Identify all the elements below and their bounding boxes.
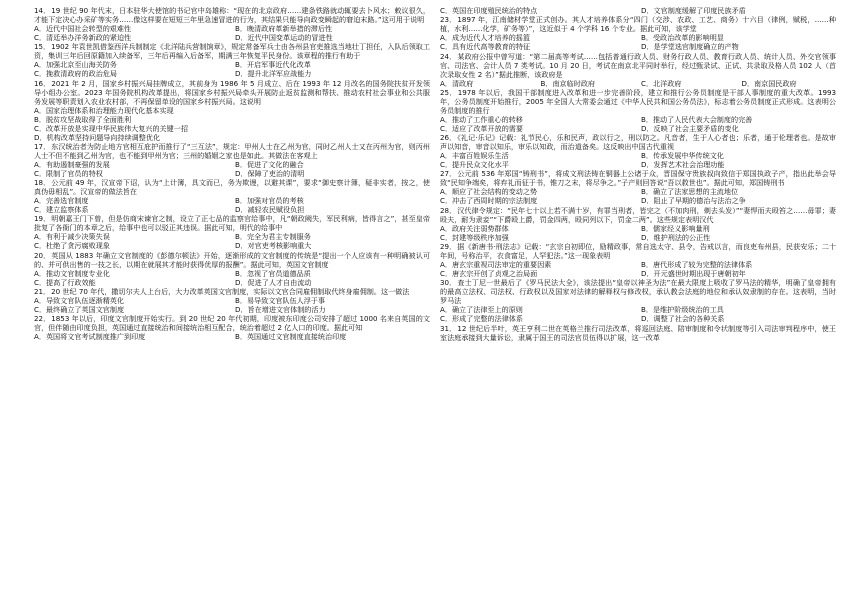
answer-option: C．提高了行政效能 <box>34 277 96 287</box>
answer-options <box>34 24 430 42</box>
answer-option: B．传承发展中华传统文化 <box>641 151 724 161</box>
answer-option: B．易导致文官队伍人浮于事 <box>235 296 325 306</box>
answer-option: A．有利于减少决策失误 <box>34 232 110 242</box>
question-text: 2021 年 2 月，国家乡村振兴局挂牌成立，其前身为 1986 年 5 月成立、后在 1993 年 12 月改名的国务院扶贫开发领导小组办公室。2023 年国务院机构改革提出，将国家乡村振兴局牵头开展防止返贫监测和帮扶、推动农村社会事业和公共服务发展等职责划入农业农村部，不再保留单设的国家乡村振兴局。这说明 <box>34 78 430 106</box>
question-stem <box>34 251 430 269</box>
answer-options <box>34 60 430 78</box>
answer-option: D．是学堂选官制度确立的产物 <box>641 42 739 52</box>
answer-option: C．最终确立了英国文官制度 <box>34 305 125 315</box>
question-number: 15． <box>34 42 51 52</box>
question-number: 31． <box>440 323 457 333</box>
answer-option: D．阻止了早期的德治与法治之争 <box>641 196 746 206</box>
answer-option: C．提升民众文化水平 <box>440 160 509 170</box>
answer-option: A．有助遏制豪强的发展 <box>34 159 110 169</box>
question-stem <box>34 214 430 232</box>
question-text: 1853 年以后，印度文官制度开始实行。到 20 世纪 20 年代初期，印度被东印度公司安排了超过 1000 名来自英国的文官，但伴随由印度负担，英国通过直接统治和间接统治相互配合，统治着超过 2 亿人口的印度。据此可知 <box>34 314 430 333</box>
question-text: 汉代律令规定：“民年七十以上若不满十岁，有罪当刑者，皆完之（不加肉刑，剃去头发）”“妻悍而夫殴笞之……毋罪；妻殴夫，耐为隶妾”“下爵殴上爵，罚金四两，殴同列以下，罚金二两”。这些规定表明汉代 <box>440 205 836 224</box>
answer-options <box>440 79 836 88</box>
answer-options <box>34 106 430 142</box>
answer-option: C．形成了完整的法律体系 <box>440 314 523 324</box>
answer-options <box>34 160 430 178</box>
question-number: 25． <box>440 87 457 97</box>
question-number: 21． <box>34 287 51 297</box>
answer-option: A．成为近代人才培养的摇篮 <box>440 33 530 43</box>
answer-option: B．受政治改革的影响明显 <box>641 33 724 43</box>
question-block <box>440 6 836 15</box>
answer-options <box>440 33 836 51</box>
answer-option: B．完全为君主专制服务 <box>235 232 311 242</box>
question-stem <box>440 15 836 33</box>
question-block <box>440 206 836 242</box>
answer-option: B．英国通过文官制度直接统治印度 <box>235 332 347 342</box>
question-stem <box>440 324 836 342</box>
question-block <box>440 324 836 342</box>
answer-option: A．加强北京至山海关防务 <box>34 60 117 70</box>
question-block <box>34 142 430 178</box>
answer-option: D．调整了社会的各种关系 <box>641 314 725 324</box>
question-block <box>34 42 430 78</box>
question-number: 20． <box>34 250 51 260</box>
question-text: 公元前 49 年，汉宣帝下诏，认为“上计簿，具文而已，务为欺谩，以避其课”，要求“御史察计簿，疑非实者，按之，使真伪毋相乱”。汉宣帝的做法旨在 <box>34 178 431 197</box>
answer-option: A．推动文官制度专业化 <box>34 268 110 278</box>
question-text: 公元前 536 年郑国“铸刑书”，将成文刑法铸在铜器上公诸于众，晋国保守贵族叔向致信于郑国执政子产，指出此举会导致“民知争端矣，将弃礼而征于书，锥刀之末，将尽争之。”子产则回答说“吾以救世也”。据此可知，郑国铸刑书 <box>440 169 836 188</box>
question-block <box>34 287 430 314</box>
question-stem <box>34 42 430 60</box>
answer-option: B．儒家经义影响量刑 <box>641 223 710 233</box>
question-text: 19 世纪 90 年代末，日本驻华大使馆的书记官中岛雄称：“现在的北京政府……建条铁路就动辄要去卜风水；敕议很久，才能下定决心办采矿等实务……像这样要在短短三年里急速冒进的行为，其结果只能导向政变瞬起的窘迫末路。”这可用于说明 <box>34 6 430 24</box>
answer-option: A．确立了法律至上的原则 <box>440 305 523 315</box>
answer-option: C．挽救清政府的政治危局 <box>34 69 117 79</box>
question-stem <box>34 178 430 196</box>
question-number: 29． <box>440 242 457 252</box>
answer-option: B．加强对官员的考核 <box>235 196 304 206</box>
question-number: 22． <box>34 314 51 324</box>
question-block <box>440 52 836 88</box>
answer-option: C．具有近代高等教育的特征 <box>440 42 531 52</box>
answer-option: B．脱贫攻坚战取得了全面胜利 <box>34 114 132 124</box>
question-block <box>34 251 430 287</box>
answer-option: B．忽视了官员道德品质 <box>235 268 311 278</box>
answer-option: C．限制了官员的特权 <box>34 168 103 178</box>
question-stem <box>440 278 836 305</box>
answer-option: D．维护刑法的公正性 <box>641 232 711 242</box>
answer-option: C．英国在印度殖民统治的特点 <box>440 6 538 15</box>
question-text: 1978 年以后，我国干部制度进入改革和进一步完善阶段，建立和推行公务员制度是干部人事制度的重大改革。1993 年，公务员制度开始推行，2005 年全国人大常委会通过《中华人民共和国公务员法》，标志着公务员制度正式形成。这表明公务员制度的推行 <box>440 87 836 115</box>
question-text: 《礼记·乐记》记载：礼节民心，乐和民声，政以行之，刑以防之。凡音者，生于人心者也；乐者，通于伦理者也。是故审声以知音，审音以知乐，审乐以知政，而治道备矣。这反映出中国古代重视 <box>440 133 837 152</box>
answer-option: A．完善选官制度 <box>34 196 89 206</box>
question-stem <box>34 6 430 24</box>
question-text: 20 世纪 70 年代，撒切尔夫人上台后，大力改革英国文官制度，实际以文官合同雇佣制取代终身雇佣制。这一做法 <box>51 287 410 297</box>
answer-options <box>440 224 836 242</box>
answer-option: D．旨在增进文官体制的活力 <box>235 305 326 315</box>
question-block <box>34 214 430 250</box>
question-stem <box>34 314 430 332</box>
answer-option: A．清政府 <box>440 78 474 88</box>
question-text: 据《新唐书·刑法志》记载：“玄宗自初即位，励精政事，常自选太守、县令，告戒以言，而良吏布州县，民获安乐；二十年间，号称治平，衣食富足，人罕犯法。”这一现象表明 <box>440 242 836 261</box>
question-stem <box>440 206 836 224</box>
answer-options <box>34 296 430 314</box>
question-number: 16． <box>34 78 51 88</box>
question-stem <box>440 88 836 115</box>
answer-option: D．机构改革坚持问题导向持续调整优化 <box>34 132 161 142</box>
answer-option: A．唐玄宗重视司法审定的重要因素 <box>440 260 552 270</box>
answer-options <box>34 269 430 287</box>
left-column <box>34 6 430 342</box>
answer-option: C．适应了改革开放的需要 <box>440 123 523 133</box>
answer-option: B．是维护阶级统治的工具 <box>641 305 724 315</box>
answer-options <box>34 232 430 250</box>
answer-option: A．政府关注弱势群体 <box>440 223 509 233</box>
question-number: 17． <box>34 141 51 151</box>
answer-option: D．减轻农民赋役负担 <box>235 205 305 215</box>
answer-options <box>440 187 836 205</box>
answer-option: D．南京国民政府 <box>741 78 797 88</box>
question-stem <box>440 242 836 260</box>
question-number: 19． <box>34 214 51 224</box>
question-text: 东汉统治者为防止地方官相互庇护而推行了“三互法”，规定：甲州人士在乙州为官，同时乙州人士又在丙州为官，则丙州人士不但不能到乙州为官，也不能到甲州为官；三州的婚姻之家也是如此。其做法在客观上 <box>34 141 430 160</box>
question-stem <box>34 287 430 296</box>
answer-option: C．北洋政府 <box>641 78 682 88</box>
answer-option: C．冲击了西周时期的宗法制度 <box>440 196 538 206</box>
answer-option: C．杜绝了贪污腐败现象 <box>34 241 110 251</box>
answer-option: D．保障了吏治的清明 <box>235 168 305 178</box>
answer-option: A．推动了工作重心的转移 <box>440 114 523 124</box>
answer-option: B．晚清政府革新举措的滞后性 <box>235 24 333 33</box>
answer-option: A．近代中国社会转型的艰难性 <box>34 24 132 33</box>
question-text: 查士丁尼一世最后了《罗马民法大全》，该法提出“皇帝以神圣为法”在最大限度上吸收了罗马法的精华，明确了皇帝拥有的最高立法权、司法权、行政权以及国家对法律的解释权与修改权，承认教会法庭的地位和承认奴隶制的存在。这表明，当时罗马法 <box>440 278 837 306</box>
answer-options <box>440 115 836 133</box>
question-block <box>440 169 836 205</box>
question-block <box>440 242 836 278</box>
question-stem <box>34 79 430 106</box>
question-block <box>440 88 836 133</box>
question-block <box>34 6 430 42</box>
question-block <box>440 133 836 169</box>
answer-option: D．近代中国变革运动的冒进性 <box>235 33 333 42</box>
question-number: 18． <box>34 178 51 188</box>
question-block <box>34 314 430 341</box>
question-stem <box>440 169 836 187</box>
answer-option: C．改革开放是实现中华民族伟大复兴的关键一招 <box>34 123 188 133</box>
question-stem <box>440 52 836 79</box>
question-text: 英国从 1883 年确立文官制度的《彭德尔顿法》开始，逐渐形成的文官制度的传统是“提出一个人应该有一种明确被认可的、并可供出售的一技之长，以期在就展其才能时获得优厚的报酬”。据此可知，英国文官制度 <box>34 250 430 269</box>
question-block <box>34 178 430 214</box>
answer-option: C．唐玄宗开创了贞观之治局面 <box>440 269 538 279</box>
answer-options <box>440 151 836 169</box>
answer-option: D．对官吏考核影响重大 <box>235 241 312 251</box>
answer-option: B．唐代形成了较为完整的法律体系 <box>641 260 753 270</box>
answer-options <box>440 305 836 323</box>
question-block <box>440 15 836 51</box>
question-block <box>34 79 430 142</box>
answer-option: A．导致文官队伍逐渐精英化 <box>34 296 124 306</box>
answer-option: B．促进了文化的融合 <box>235 159 304 169</box>
question-text: 12 世纪后半叶，英王亨利二世在英格兰推行司法改革，将巡回法庭、陪审制度和令状制度等引入司法审判程序中，使王室法庭承接到大量诉讼，隶属于国王的司法官员伍得以扩展，这一改革 <box>440 323 836 342</box>
answer-option: A．国家治理体系和治理能力现代化基本实现 <box>34 105 174 115</box>
answer-options <box>34 332 430 341</box>
answer-option: D．提升北洋军应战能力 <box>235 69 312 79</box>
question-number: 14． <box>34 6 51 15</box>
question-number: 27． <box>440 169 457 179</box>
answer-option: A．顺应了社会结构的变动之势 <box>440 187 538 197</box>
answer-option: B．确立了法家思想的主流地位 <box>641 187 739 197</box>
answer-options <box>440 260 836 278</box>
question-text: 明朝嘉王门下曾，但是仿商宋谏官之制，设立了正七品的监察官给事中，凡“朝政阙失，军民利病，皆得言之”，甚至皇帝批复了各衙门的本章之后，给事中也可以驳正其违误。据此可知，明代的给事中 <box>34 214 430 233</box>
question-text: 1897 年，江南储材学堂正式创办。其人才培养体系分“四门（交涉、农政、工艺、商务）十六目（律例，赋税，……种植，水利……化学，矿务等）”，这近似于 4 个学科 16 个专业。据此可知，该学堂 <box>440 15 837 34</box>
answer-option: D．促进了人才自由流动 <box>235 277 312 287</box>
answer-option: A．英国将文官考试制度推广到印度 <box>34 332 146 342</box>
question-number: 26． <box>440 133 457 143</box>
answer-option: D．开元盛世时期出现于唐朝初年 <box>641 269 746 279</box>
question-number: 28． <box>440 205 457 215</box>
question-stem <box>34 142 430 160</box>
right-column <box>440 6 836 342</box>
answer-option: D．文官制度缓解了印度民族矛盾 <box>641 6 746 15</box>
question-number: 23． <box>440 15 457 25</box>
answer-option: C．清廷举办洋务新政的紧迫性 <box>34 33 132 42</box>
answer-option: A．丰富百姓娱乐生活 <box>440 151 509 161</box>
question-block <box>440 278 836 323</box>
question-text: 某政府公报中曾写道：“第二届高等考试……包括普通行政人员、财务行政人员、教育行政人员、统计人员、外交官领事官、司法官、会计人员 7 类考试。10 月 20 日，考试在南京北平同时举行，经过甄录试、正试、共录取及格人员 102 人（首次录取女性 2 名）”据此推断，该政府是 <box>440 51 836 79</box>
question-number: 30． <box>440 278 457 288</box>
answer-option: C．封建等级秩序加强 <box>440 232 509 242</box>
question-text: 1902 年袁世凯借鉴西洋兵制制定《北洋陆兵营制饷章》，规定常备军兵士由各州县官吏推选当地壮丁担任，入队后领取工资，集训三年后回原籍加入续备军，三年后再编入后备军，期满三年恢复平民身份。该章程的推行有助于 <box>34 42 430 61</box>
answer-option: D．反映了社会主要矛盾的变化 <box>641 123 739 133</box>
answer-options <box>440 6 836 15</box>
answer-option: C．建立监察体系 <box>34 205 89 215</box>
answer-option: B．南京临时政府 <box>540 78 596 88</box>
question-number: 24． <box>440 51 457 61</box>
answer-options <box>34 196 430 214</box>
answer-option: D．发挥艺术社会治理功能 <box>641 160 725 170</box>
answer-option: B．推动了人民代表大会制度的完善 <box>641 114 753 124</box>
answer-option: B．开启军事近代化改革 <box>235 60 311 70</box>
question-stem <box>440 133 836 151</box>
